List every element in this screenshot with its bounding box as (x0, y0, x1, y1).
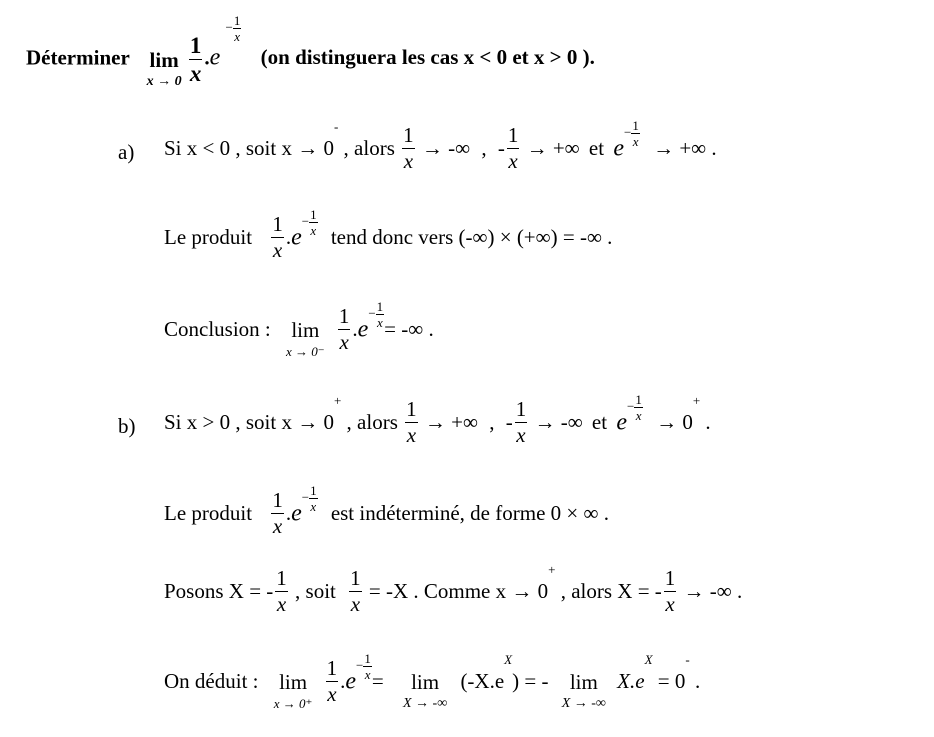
fraction-one-over-x: $\frac{1}{x}$ (515, 397, 527, 447)
exponential-e: e (616, 409, 627, 436)
title-note: (on distinguera les cas x < 0 et x > 0 ). (260, 45, 595, 70)
exponent: − $\frac{1}{x}$ (368, 299, 384, 330)
fraction-one-over-x: $\frac{1}{x}$ (350, 566, 361, 616)
case-b-line1: Si x > 0 , soit x → 0+ , alors $\frac{1}{x}$ → +∞ , - $\frac{1}{x}$ → -∞ et e− $\frac{1}{x}$ → 0+ . (164, 392, 711, 447)
fraction-one-over-x: $\frac{1}{x}$ (507, 123, 519, 173)
fraction-one-over-x: $\frac{1}{x}$ (403, 123, 414, 173)
case-b-line4: On déduit : lim x → 0⁺ $\frac{1}{x}$ .e− $\frac{1}{x}$ = lim X → -∞ $(-X.e^X)$ = - lim X → -∞ $X.e^X = 0^-$ . (164, 651, 701, 711)
exponent: − $\frac{1}{x}$ (301, 207, 317, 238)
case-a-line2: Le produit $\frac{1}{x}$ .e− $\frac{1}{x}$ tend donc vers (-∞) × (+∞) = -∞ . (164, 207, 613, 262)
case-a-line1: Si x < 0 , soit x → 0- , alors $\frac{1}{x}$ → -∞ , - $\frac{1}{x}$ → +∞ et e− $\frac{1}{x}$ → +∞ . (164, 118, 717, 173)
exponential-e: e (291, 500, 302, 527)
limit-operator: lim X → -∞ (402, 670, 448, 711)
case-a-label: a) (118, 140, 135, 164)
fraction-one-over-x: $\frac{1}{x}$ (276, 566, 287, 616)
exponent: − $\frac{1}{x}$ (356, 651, 371, 682)
fraction-one-over-x: $\frac{1}{x}$ (326, 656, 338, 706)
exponent: − $\frac{1}{x}$ (225, 13, 241, 44)
limit-operator: lim x → 0⁻ (286, 318, 325, 359)
problem-statement: Déterminer lim x → 0 $\frac{1}{x}$ .e − $\frac{1}{x}$ (on distinguera les cas x < 0 et x > 0 ). (26, 13, 595, 89)
case-b-label: b) (118, 414, 136, 438)
exponential-e: e (291, 224, 302, 251)
exponent: − $\frac{1}{x}$ (626, 392, 642, 423)
exponential-e: e (357, 316, 369, 343)
fraction-one-over-x: $\frac{1}{x}$ (272, 488, 283, 538)
exponential-e: e (209, 44, 221, 71)
exponent: − $\frac{1}{x}$ (301, 483, 317, 514)
exponent: − $\frac{1}{x}$ (623, 118, 639, 149)
limit-operator: lim x → 0⁺ (273, 670, 313, 711)
fraction-one-over-x: $\frac{1}{x}$ (406, 397, 417, 447)
fraction-one-over-x: $\frac{1}{x}$ (272, 212, 283, 262)
fraction-one-over-x: $\frac{1}{x}$ (189, 33, 202, 86)
case-b-line2: Le produit $\frac{1}{x}$ .e− $\frac{1}{x}$ est indéterminé, de forme 0 × ∞ . (164, 483, 609, 538)
limit-operator: lim X → -∞ (561, 670, 606, 711)
fraction-one-over-x: $\frac{1}{x}$ (664, 566, 676, 616)
case-b-line3: Posons X = - $\frac{1}{x}$ , soit $\frac{1}{x}$ = -X . Comme x → 0+ , alors X = - $\frac{1}{x}$ → -∞ . (164, 562, 743, 616)
case-a-conclusion: Conclusion : lim x → 0⁻ $\frac{1}{x}$ .e− $\frac{1}{x}$ = -∞ . (164, 299, 434, 359)
fraction-one-over-x: $\frac{1}{x}$ (338, 304, 350, 354)
limit-operator: lim x → 0 (146, 48, 182, 89)
title-lead: Déterminer (26, 45, 130, 70)
exponential-e: e (613, 135, 624, 162)
exponential-e: e (345, 668, 357, 695)
